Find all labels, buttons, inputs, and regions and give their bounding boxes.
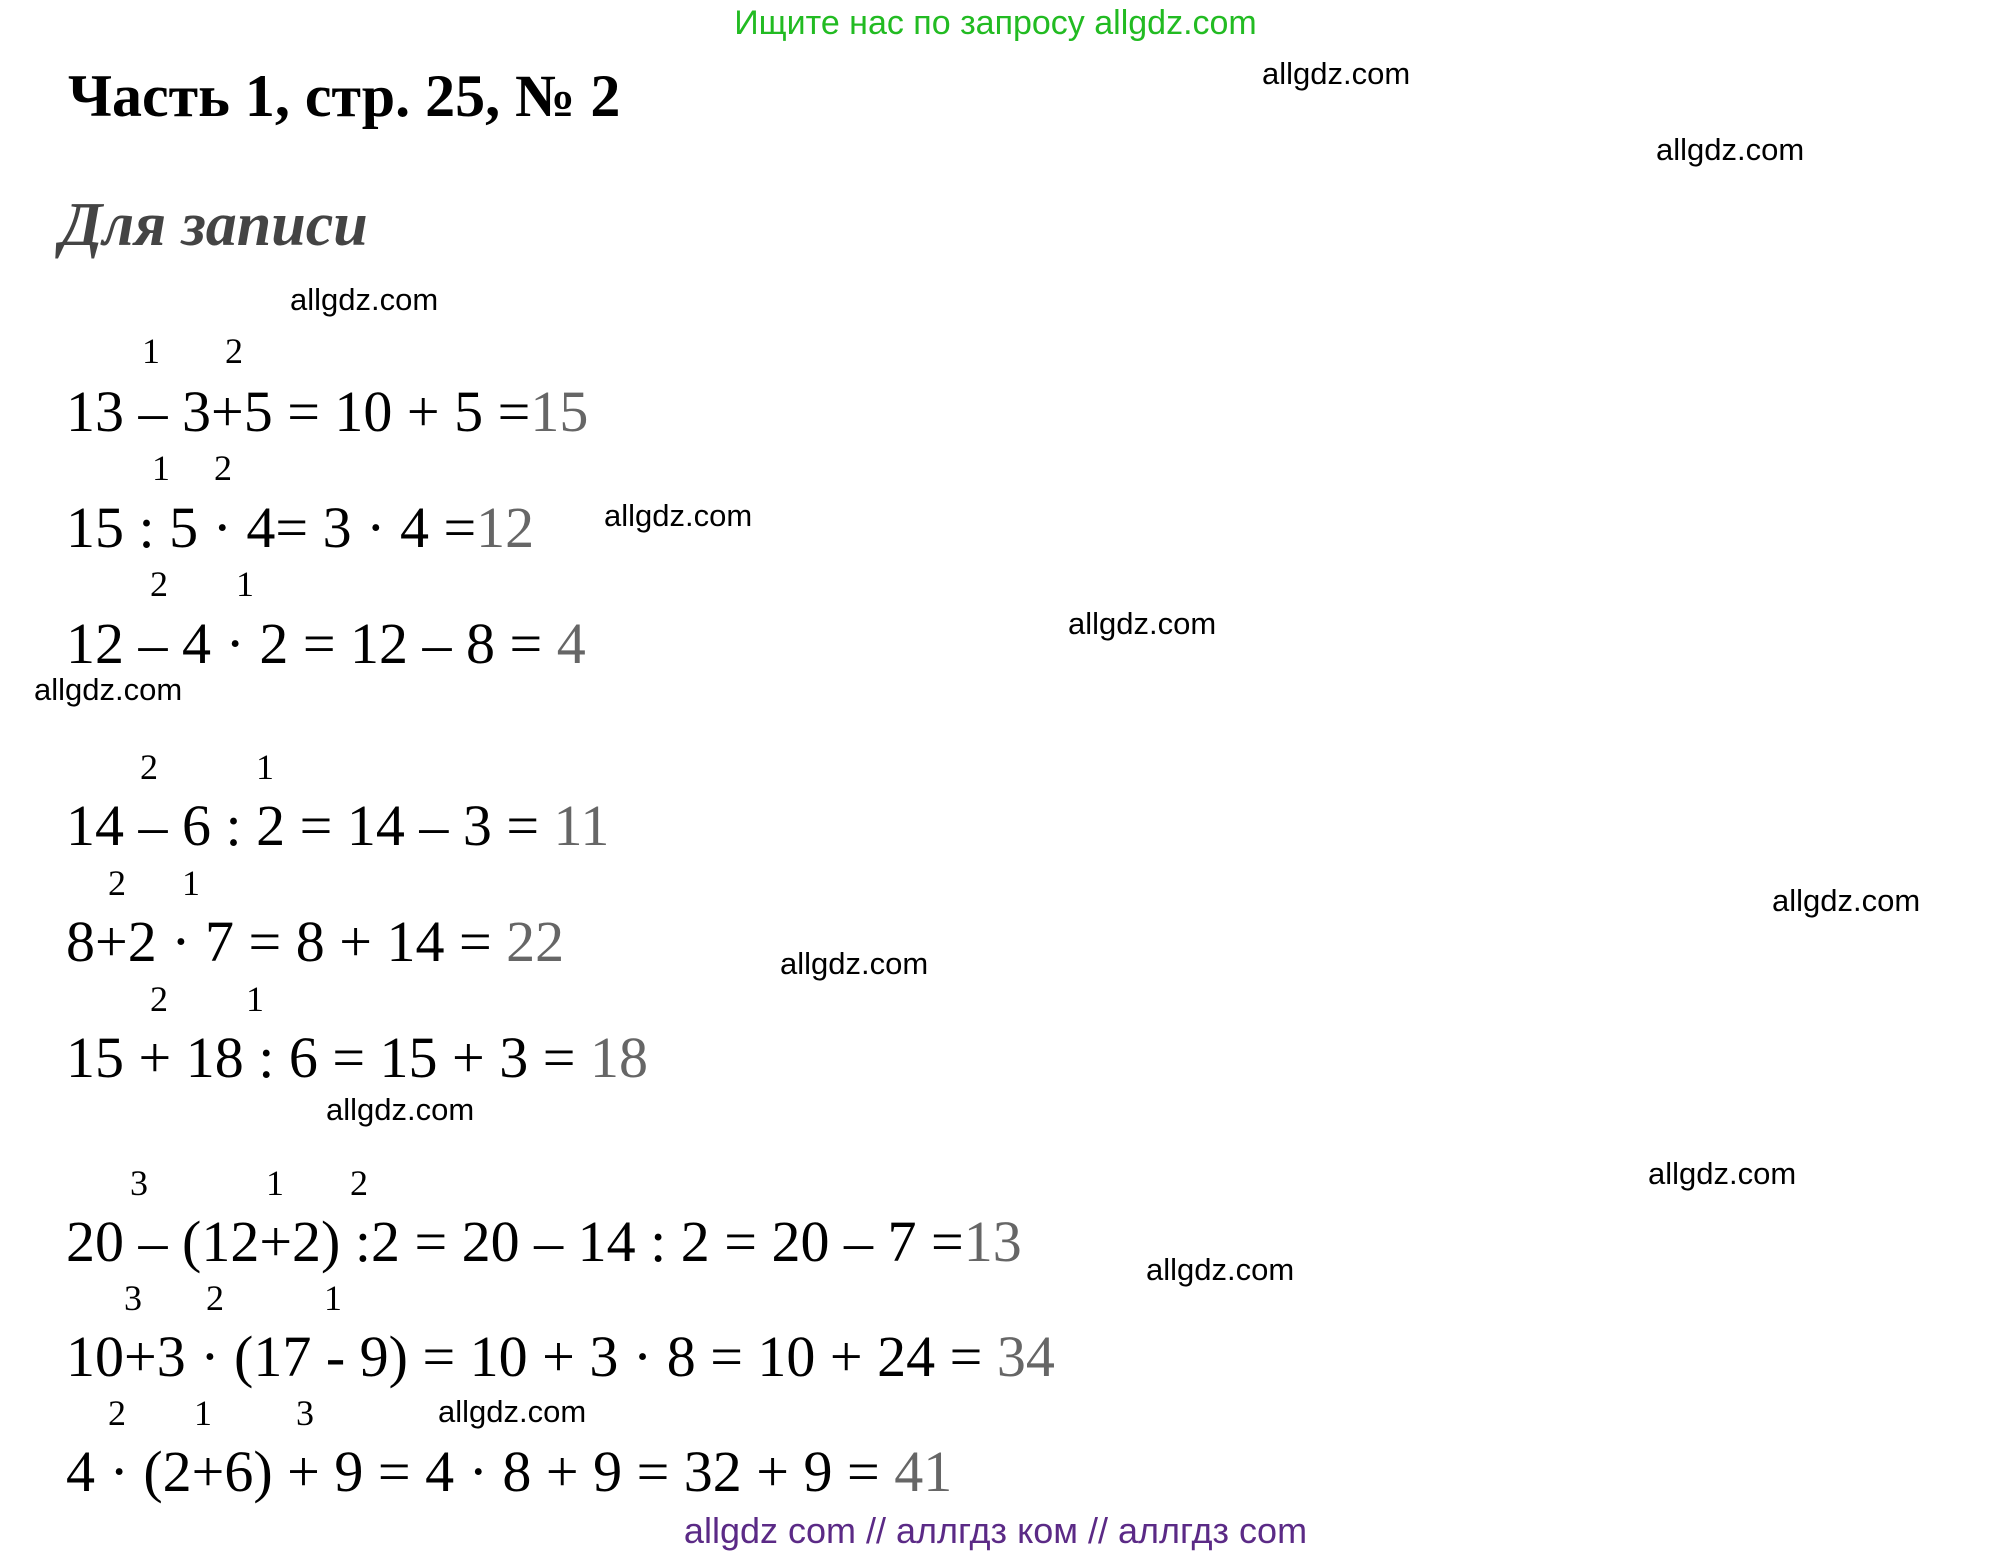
watermark: allgdz.com: [290, 282, 439, 317]
expression-text: 10+3 · (17 - 9) = 10 + 3 · 8 = 10 + 24 =: [66, 1324, 997, 1389]
order-number: 3: [296, 1393, 314, 1433]
watermark: allgdz.com: [1656, 132, 1805, 167]
expression-row: [66, 378, 588, 445]
answer-value: 22: [506, 909, 565, 974]
order-number: 2: [350, 1163, 368, 1203]
order-number: 1: [266, 1163, 284, 1203]
order-number: 2: [150, 979, 168, 1019]
watermark: allgdz.com: [1772, 883, 1921, 918]
answer-value: 12: [476, 495, 535, 560]
watermark: allgdz.com: [780, 946, 929, 981]
answer-value: 11: [553, 793, 610, 858]
order-number: 1: [324, 1278, 342, 1318]
order-number: 1: [236, 564, 254, 604]
page-title: Часть 1, стр. 25, № 2: [68, 63, 621, 129]
expression-text: 15 : 5 · 4= 3 · 4 =: [66, 495, 477, 560]
order-number: 1: [194, 1393, 212, 1433]
answer-value: 4: [556, 611, 586, 676]
watermark: allgdz.com: [326, 1092, 475, 1127]
order-number: 1: [142, 331, 160, 371]
expression-row: [66, 494, 534, 561]
answer-value: 15: [530, 379, 589, 444]
answer-value: 34: [996, 1324, 1055, 1389]
expression-row: [66, 908, 564, 975]
order-number: 1: [182, 863, 200, 903]
footer-banner: allgdz com // аллгдз ком // аллгдз com: [683, 1510, 1308, 1551]
expression-text: 13 – 3+5 = 10 + 5 =: [66, 379, 531, 444]
order-number: 2: [150, 564, 168, 604]
watermark: allgdz.com: [34, 672, 183, 707]
order-number: 3: [130, 1163, 148, 1203]
order-number: 2: [140, 747, 158, 787]
order-number: 2: [108, 863, 126, 903]
watermark: allgdz.com: [1068, 606, 1217, 641]
expression-row: [66, 1323, 1055, 1390]
watermark: allgdz.com: [1648, 1156, 1797, 1191]
watermark: allgdz.com: [1146, 1252, 1295, 1287]
watermark: allgdz.com: [438, 1394, 587, 1429]
order-number: 2: [214, 448, 232, 488]
order-number: 2: [108, 1393, 126, 1433]
order-number: 2: [206, 1278, 224, 1318]
expression-text: 15 + 18 : 6 = 15 + 3 =: [66, 1025, 590, 1090]
expression-row: [66, 610, 586, 677]
order-number: 2: [225, 331, 243, 371]
expression-text: 14 – 6 : 2 = 14 – 3 =: [66, 793, 554, 858]
answer-value: 13: [963, 1209, 1022, 1274]
watermark: allgdz.com: [604, 498, 753, 533]
expression-row: [66, 1208, 1022, 1275]
expression-text: 12 – 4 · 2 = 12 – 8 =: [66, 611, 557, 676]
answer-value: 41: [894, 1439, 953, 1504]
expression-text: 20 – (12+2) :2 = 20 – 14 : 2 = 20 – 7 =: [66, 1209, 964, 1274]
order-number: 1: [246, 979, 264, 1019]
expression-row: [66, 1024, 648, 1091]
top-banner: Ищите нас по запросу allgdz.com: [734, 4, 1257, 42]
section-heading: Для записи: [60, 191, 368, 259]
order-number: 3: [124, 1278, 142, 1318]
expression-text: 8+2 · 7 = 8 + 14 =: [66, 909, 507, 974]
watermark: allgdz.com: [1262, 56, 1411, 91]
expression-text: 4 · (2+6) + 9 = 4 · 8 + 9 = 32 + 9 =: [66, 1439, 895, 1504]
order-number: 1: [256, 747, 274, 787]
order-number: 1: [152, 448, 170, 488]
answer-value: 18: [589, 1025, 648, 1090]
expression-row: [66, 792, 609, 859]
expression-row: [66, 1438, 952, 1505]
